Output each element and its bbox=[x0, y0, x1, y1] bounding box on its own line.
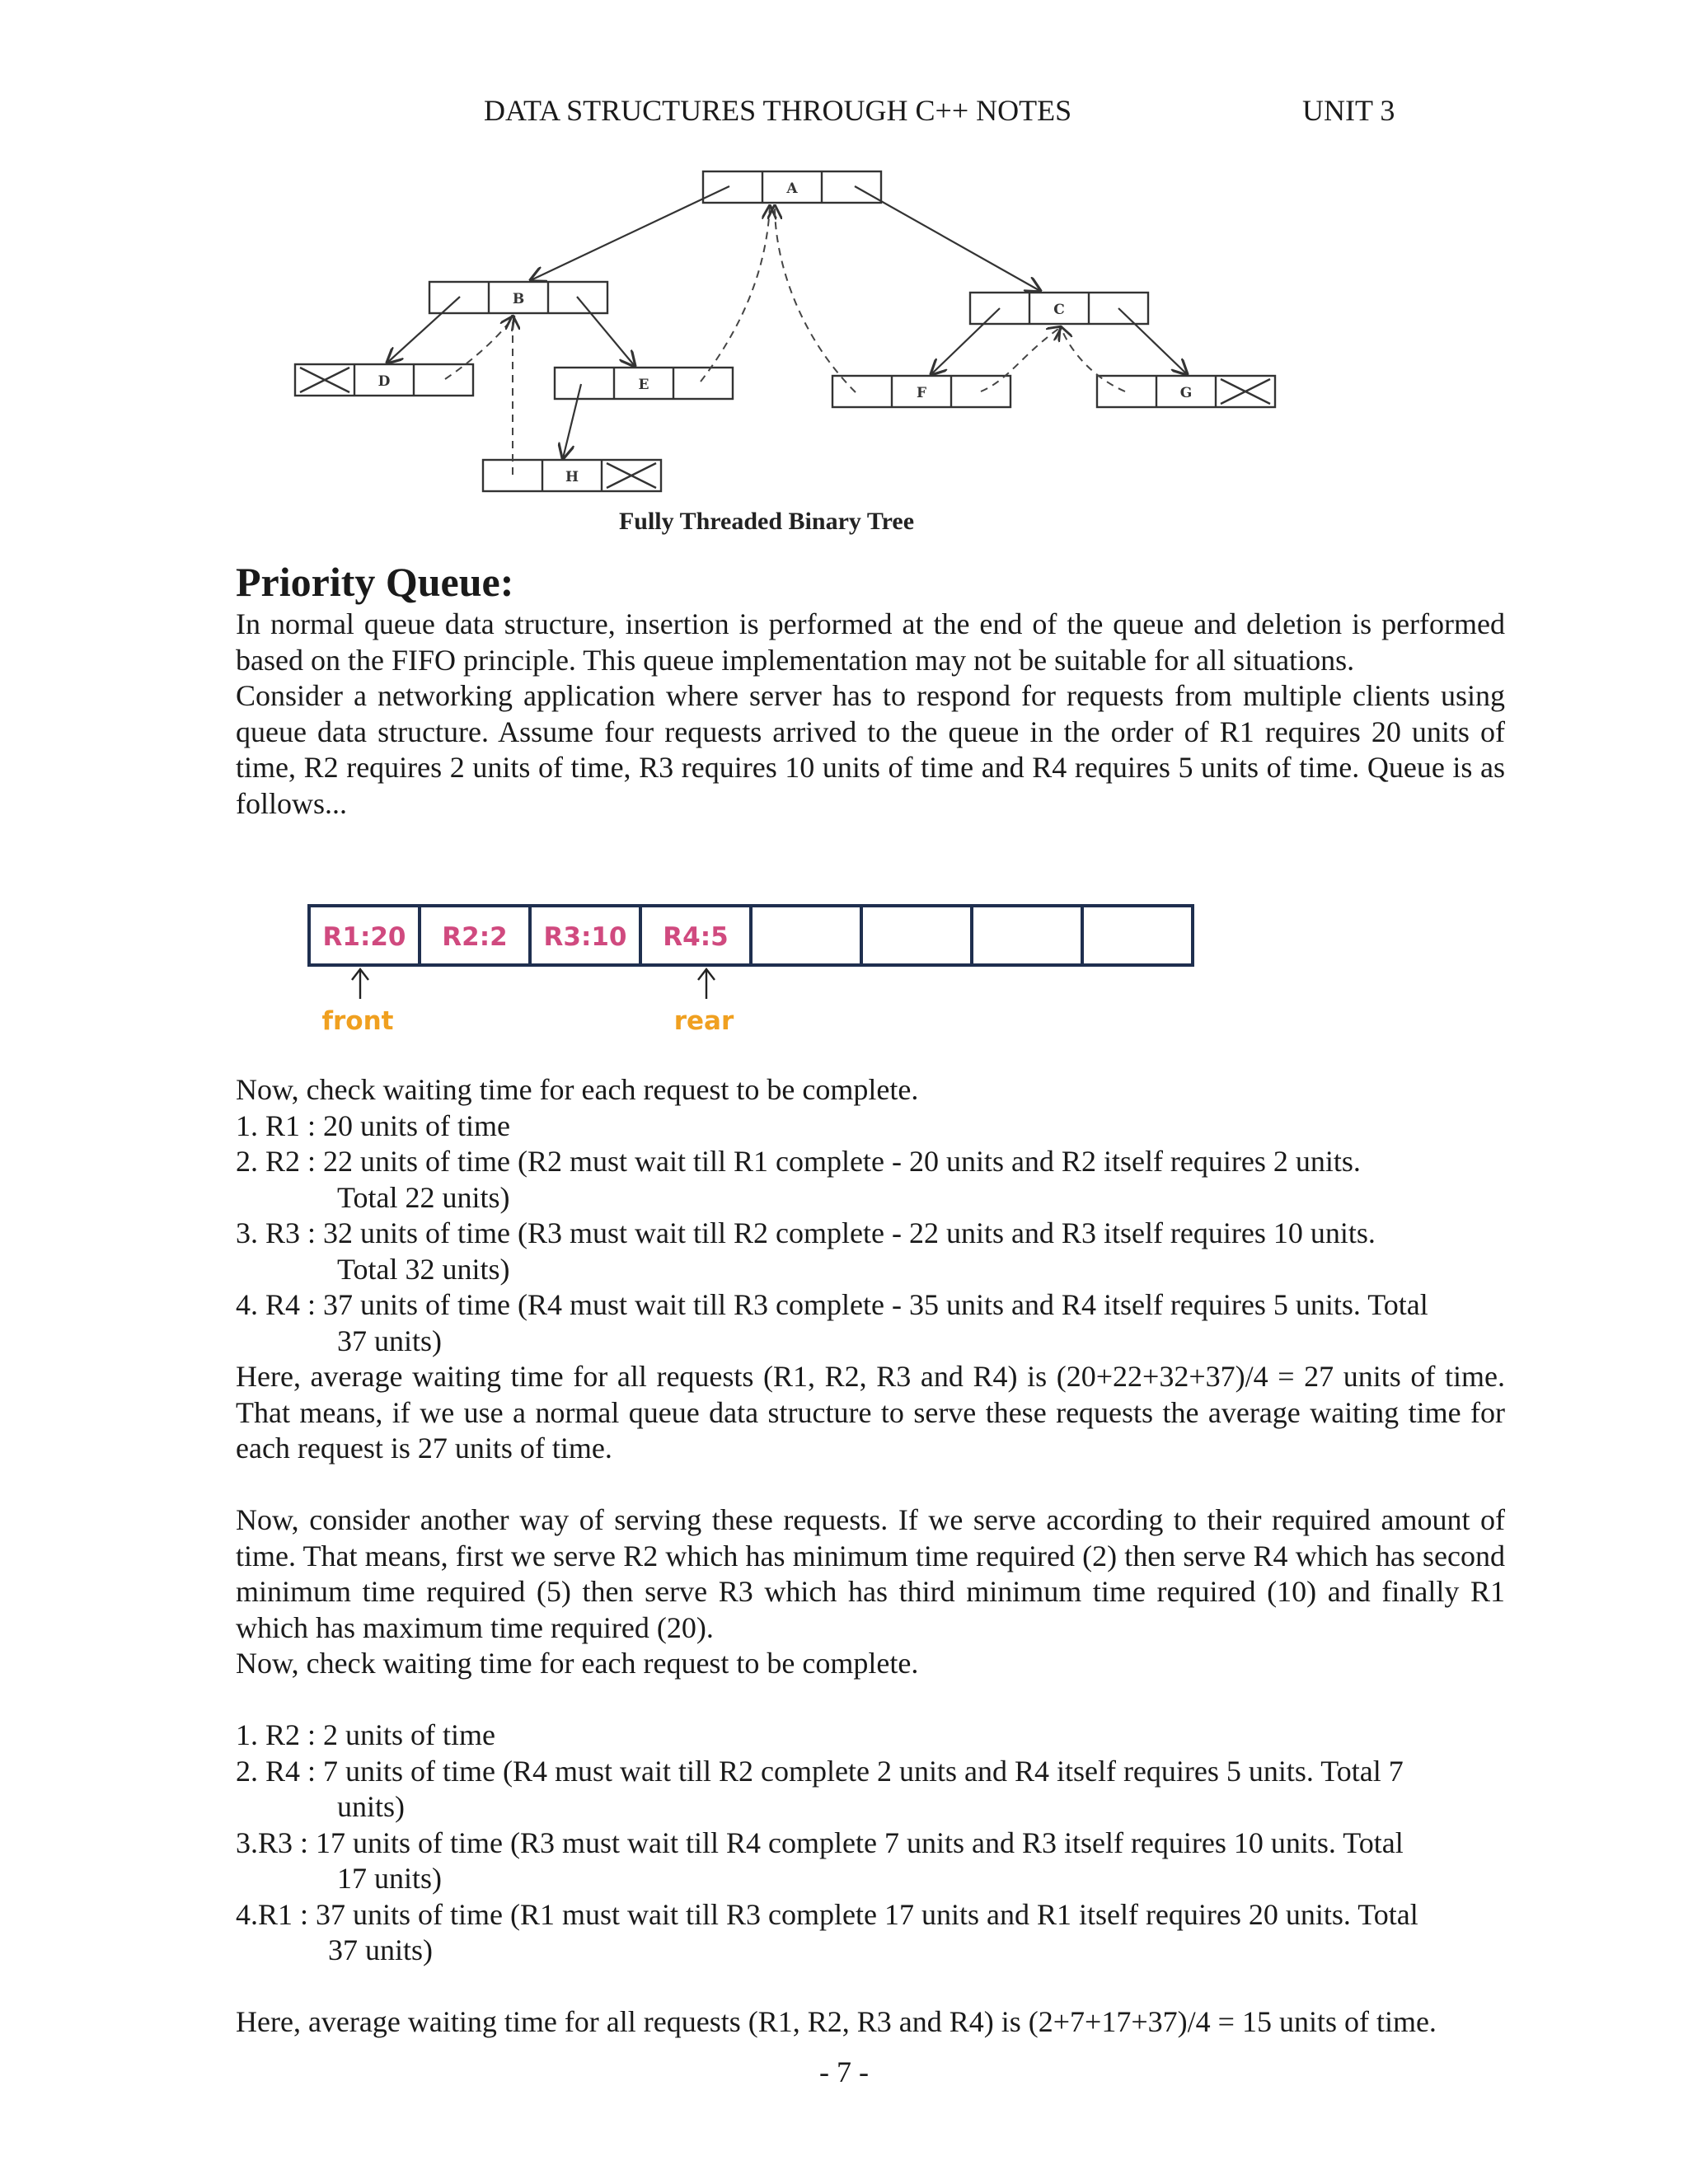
queue-cell bbox=[1082, 906, 1193, 965]
queue-cell-label: R3:10 bbox=[543, 922, 627, 952]
tree-label-g: G bbox=[1179, 385, 1193, 401]
section-title: Priority Queue: bbox=[236, 559, 514, 605]
queue-cell bbox=[972, 906, 1082, 965]
intro-paragraph-1: In normal queue data structure, insertion is performed at the end of the queue and deletion is performed based on the FIFO principle. This queue implementation may not be suitable for all situations. bbox=[236, 607, 1505, 677]
queue-cell-label: R2:2 bbox=[442, 922, 508, 952]
tree-caption: Fully Threaded Binary Tree bbox=[618, 508, 915, 535]
page-number: - 7 - bbox=[819, 2055, 869, 2088]
priority-item-3-cont: 17 units) bbox=[337, 1862, 443, 1895]
fifo-item-2-cont: Total 22 units) bbox=[337, 1180, 510, 1214]
queue-cell bbox=[861, 906, 972, 965]
link-b-e bbox=[577, 297, 635, 366]
queue-cell-label: R1:20 bbox=[322, 922, 406, 952]
front-label: front bbox=[321, 1006, 394, 1035]
intro-paragraph-2: Consider a networking application where server has to respond for requests from multiple clients using queue data structure. Assume four requests arrived to the queue in the order of R1 requires 20 units of time, R2 requires 2 units of time, R3 requires 10 units of time and R4 requires 5 units of time. Queue is as follows... bbox=[236, 679, 1505, 820]
queue-figure bbox=[307, 903, 1213, 1035]
fifo-item-2: 2. R2 : 22 units of time (R2 must wait till R1 complete - 20 units and R2 itself requires 2 units. bbox=[236, 1145, 1361, 1178]
thread-d-b bbox=[445, 316, 513, 379]
fifo-intro: Now, check waiting time for each request to be complete. bbox=[236, 1073, 919, 1106]
tree-label-a: A bbox=[786, 180, 798, 197]
link-e-h bbox=[563, 384, 581, 458]
queue-cell bbox=[751, 906, 861, 965]
thread-e-a bbox=[701, 206, 770, 382]
link-b-d bbox=[387, 297, 460, 363]
fifo-item-3-cont: Total 32 units) bbox=[337, 1252, 510, 1286]
priority-item-2-cont: units) bbox=[337, 1790, 406, 1823]
priority-item-4: 4.R1 : 37 units of time (R1 must wait till R3 complete 17 units and R1 itself requires 20 units. Total bbox=[236, 1897, 1418, 1931]
priority-item-1: 1. R2 : 2 units of time bbox=[236, 1718, 495, 1751]
tree-label-c: C bbox=[1053, 302, 1065, 318]
header-unit: UNIT 3 bbox=[1302, 94, 1395, 127]
threaded-binary-tree-figure bbox=[280, 163, 1302, 551]
header-title: DATA STRUCTURES THROUGH C++ NOTES bbox=[484, 94, 1072, 127]
thread-g-c bbox=[1061, 327, 1125, 391]
rear-label: rear bbox=[673, 1006, 734, 1035]
tree-label-f: F bbox=[916, 385, 927, 401]
tree-label-h: H bbox=[565, 469, 579, 485]
thread-f-a bbox=[775, 206, 856, 392]
thread-f-c bbox=[981, 327, 1061, 391]
priority-item-4-cont: 37 units) bbox=[328, 1933, 434, 1966]
priority-item-2: 2. R4 : 7 units of time (R4 must wait till R2 complete 2 units and R4 itself requires 5 units. Total 7 bbox=[236, 1754, 1404, 1788]
link-a-b bbox=[531, 186, 729, 280]
priority-summary: Here, average waiting time for all requests (R1, R2, R3 and R4) is (2+7+17+37)/4 = 15 units of time. bbox=[236, 2005, 1437, 2038]
fifo-item-4: 4. R4 : 37 units of time (R4 must wait till R3 complete - 35 units and R4 itself requires 5 units. Total bbox=[236, 1288, 1428, 1321]
link-a-c bbox=[855, 186, 1040, 291]
intro-text bbox=[236, 607, 1505, 822]
tree-label-d: D bbox=[377, 373, 391, 390]
fifo-summary: Here, average waiting time for all requests (R1, R2, R3 and R4) is (20+22+32+37)/4 = 27 units of time. That means, if we use a normal queue data structure to serve these requests the average waiting time for each request is 27 units of time. bbox=[236, 1360, 1505, 1465]
priority-paragraph: Now, consider another way of serving these requests. If we serve according to their required amount of time. That means, first we serve R2 which has minimum time required (2) then serve R4 which has second minimum time required (5) then serve R3 which has third minimum time required (10) and finally R1 which has maximum time required (20). bbox=[236, 1503, 1505, 1644]
priority-intro: Now, check waiting time for each request to be complete. bbox=[236, 1647, 919, 1680]
link-c-f bbox=[931, 308, 1000, 374]
tree-label-e: E bbox=[638, 377, 649, 393]
queue-cell-label: R4:5 bbox=[663, 922, 729, 952]
priority-item-3: 3.R3 : 17 units of time (R3 must wait till R4 complete 7 units and R3 itself requires 10 units. Total bbox=[236, 1825, 1404, 1859]
fifo-item-1: 1. R1 : 20 units of time bbox=[236, 1108, 510, 1142]
tree-label-b: B bbox=[512, 291, 525, 307]
link-c-g bbox=[1118, 308, 1187, 374]
fifo-item-3: 3. R3 : 32 units of time (R3 must wait till R2 complete - 22 units and R3 itself requires 10 units. bbox=[236, 1216, 1376, 1249]
fifo-section bbox=[236, 1072, 1505, 2041]
fifo-item-4-cont: 37 units) bbox=[337, 1324, 443, 1357]
